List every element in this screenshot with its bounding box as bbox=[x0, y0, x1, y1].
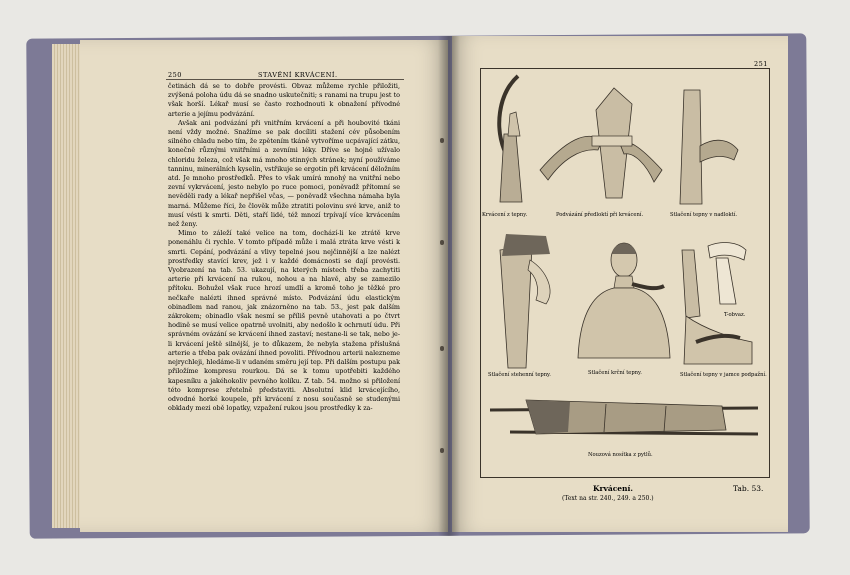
left-running-head: STAVĚNÍ KRVÁCENÍ. bbox=[258, 71, 338, 79]
caption-fig7: Stlačení tepny v jamce podpažní. bbox=[680, 372, 767, 378]
plate-subtitle: (Text na str. 240., 249. a 250.) bbox=[562, 495, 654, 502]
caption-fig8: Nouzová nosítka z pytlů. bbox=[588, 452, 653, 458]
plate-title: Krvácení. bbox=[593, 484, 633, 493]
caption-fig2: Podvázání předloktí při krvácení. bbox=[556, 212, 644, 218]
right-page-number: 251 bbox=[754, 60, 768, 68]
figure-axillary-compression bbox=[676, 246, 756, 366]
figure-artery-bleeding bbox=[488, 74, 538, 204]
spine-shadow bbox=[438, 36, 460, 536]
figure-improvised-stretcher bbox=[486, 396, 762, 440]
figure-upper-arm-compression bbox=[672, 86, 742, 206]
caption-fig4: Stlačení stehenní tepny. bbox=[488, 372, 551, 378]
left-body-text bbox=[168, 82, 400, 413]
paragraph-3: Mimo to záleží také velice na tom, dochází-li ke ztrátě krve ponenáhlu či rychle. V tomto případě může i malá ztráta krve vésti k smrti. Cepání, podvázání a vlivy tepelné jsou nejčinnější a lze nalézt prostředky stavící krev, jež i v každé domácnosti se dají provésti. Vyobrazení na tab. 53. ukazují, na kterých místech třeba zachytiti arterie při krvácení na rukou, nohou a na hlavě, aby se zamezilo přítoku. Bohužel však ruce hrozí umdlí a kromě toho je těžké pro nečkaře nalézti ihned správné místo. Podvázání údu elastickým obinadlem nad ranou, jak znázorněno na tab. 53., jest pak dalším zákrokem; obinadlo však nesmí se příliš pevně utahovati a po čtvrt hodině se musí velice opatrně uvolniti, aby nedošlo k ochrnutí údu. Při správném ovázání se krvácení ihned zastaví; nestane-li se tak, nebo je-li krvácení ještě silnější, je to důkazem, že nebyla stažena příslušná arterie a třeba pak ovázání ihned povoliti. Přívodnou arterii nalezneme nejrychleji, hledáme-li v udaném směru její tep. Při dalším postupu pak přiložíme kompresu rourkou. Dá se k tomu upotřebiti každého kapesníku a jakéhokoliv pevného kolíku. Z tab. 54. možno si přiložení této komprese zřetelně představiti. Absolutní klid krvácejícího, odvodné horké koupele, při krvácení z nosu současně se studenými obklady mezi obě lopatky, vzpažení rukou jsou prostředky k za- bbox=[168, 229, 400, 413]
caption-fig5: Stlačení krční tepny. bbox=[588, 370, 642, 376]
figure-forearm-ligature bbox=[536, 80, 666, 200]
caption-fig3: Stlačení tepny v nadloktí. bbox=[670, 212, 738, 218]
caption-fig6: T-obvaz. bbox=[724, 312, 746, 318]
paragraph-2: Avšak ani podvázání při vnitřním krvácení a při houbovité tkáni není vždy možné. Snažíme se pak docíliti stažení cév působením silného chladu nebo tím, že zpětením tkáně vytvoříme ucpávající zátku, konečně různými vnitřními a zevními léky. Dříve se hojně užívalo chloridu železa, což však má mnoho stinných stránek; nyní používáme tanninu, minerálních kyselin, vstřikuje se ergotin při krvácení děložním atd. Je mnoho prostředků. Přes to však umírá mnohý na vnitřní nebo zevní vykrvácení, jesto nebylo po ruce pomoci, poněvadž přítomní se nevěděli rady a lékař nepřišel včas, — poněvadž všechna námaha byla marná. Můžeme říci, že člověk může ztratiti polovinu své krve, aniž to musí vésti k smrti. Děti, staří lidé, též mnozí trpívají více krvácením než ženy. bbox=[168, 118, 400, 229]
header-rule bbox=[166, 79, 404, 80]
paragraph-1: četinách dá se to dobře provésti. Obvaz můžeme rychle přiložiti, zvýšená poloha údu dá se snadno uskutečniti; s ranami na trupu jest to však horší. Lékař musí se často rozhodnouti k obnažení přívodné arterie a jejímu podvázání. bbox=[168, 82, 400, 118]
page-edges bbox=[52, 44, 82, 528]
figure-femoral-compression bbox=[486, 230, 566, 370]
plate-number: Tab. 53. bbox=[733, 484, 764, 493]
caption-fig1: Krvácení z tepny. bbox=[482, 212, 528, 218]
figure-carotid-compression bbox=[572, 230, 676, 360]
left-page-number: 250 bbox=[168, 71, 182, 79]
